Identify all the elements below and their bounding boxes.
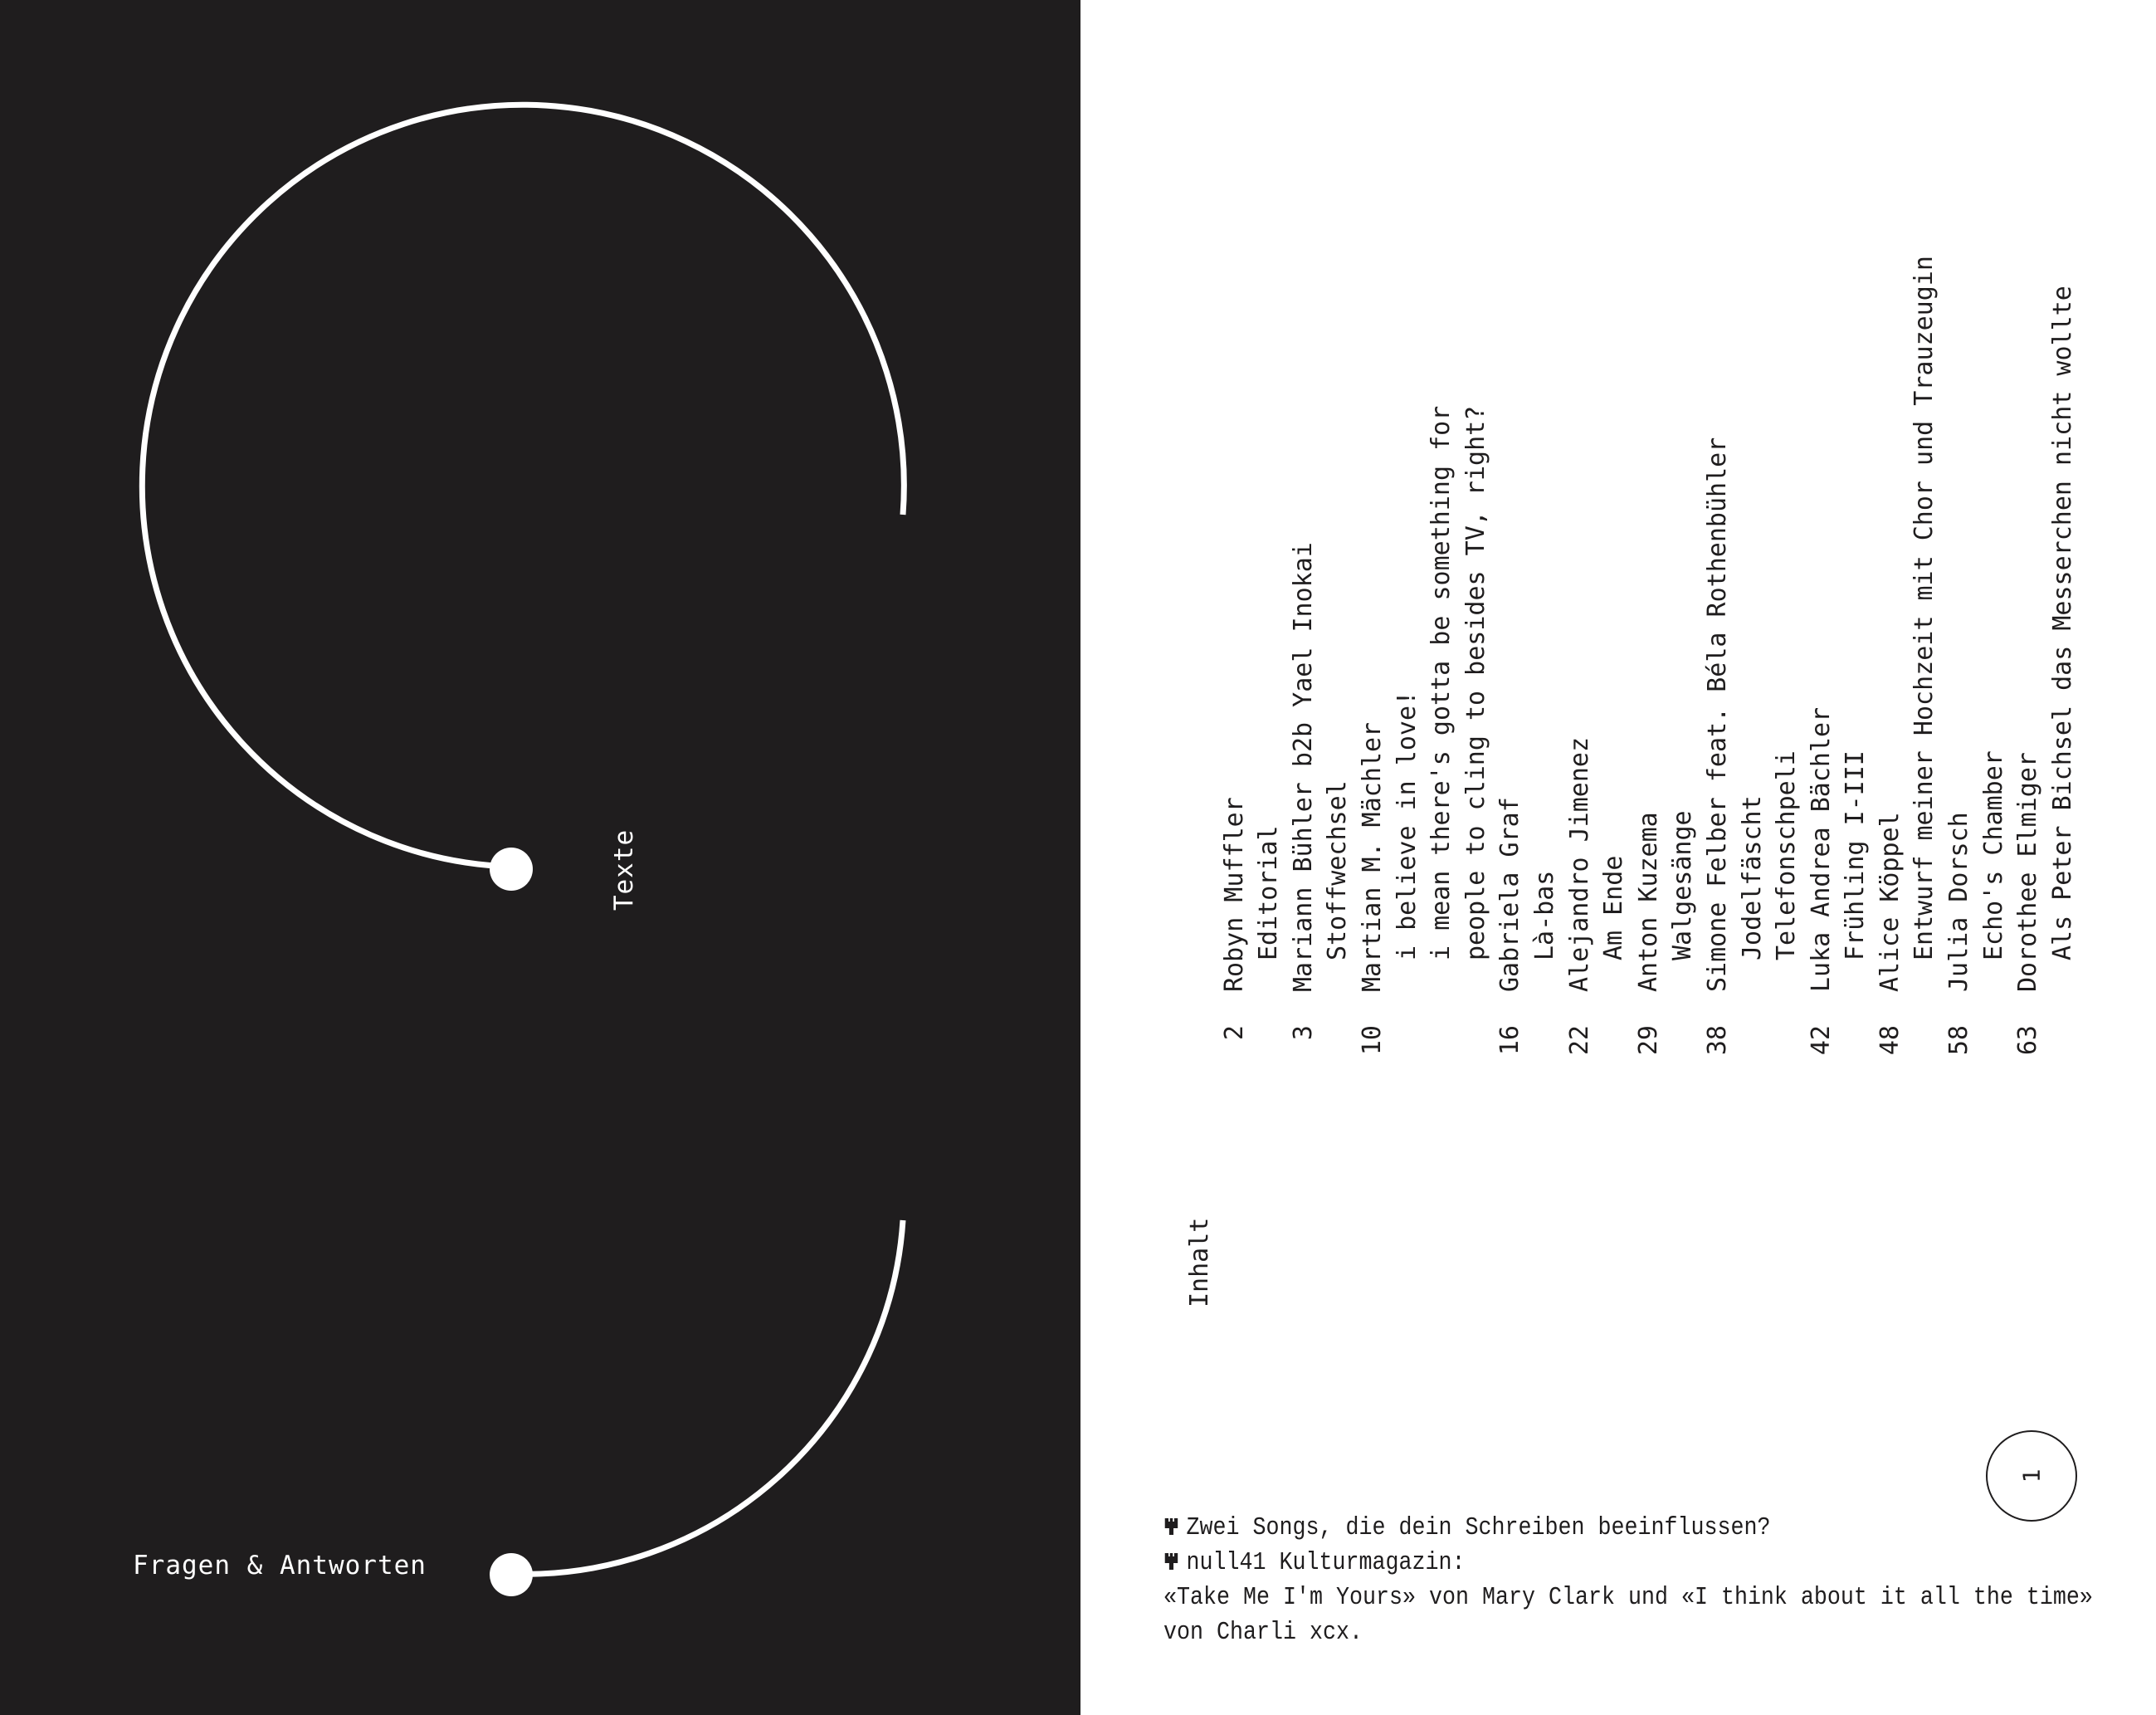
toc-page-number: 63	[2013, 1025, 2043, 1056]
page-number: 1	[2017, 1468, 2046, 1483]
toc-page-number: 16	[1495, 1025, 1525, 1056]
qa-answer-line-2: von Charli xcx.	[1163, 1618, 1363, 1647]
toc-page-number: 10	[1357, 1025, 1387, 1056]
toc-title: people to cling to besides TV, right?	[1461, 405, 1490, 960]
toc-title: Là-bas	[1529, 870, 1559, 960]
toc-page-number: 22	[1564, 1025, 1594, 1056]
toc-page-number: 42	[1806, 1025, 1836, 1056]
toc-author: Julia Dorsch	[1944, 812, 1974, 992]
toc-page-number: 38	[1702, 1025, 1732, 1056]
toc-page-number: 29	[1633, 1025, 1663, 1056]
qa-answer-line-1: «Take Me I'm Yours» von Mary Clark und «I think about it all the time»	[1163, 1583, 2093, 1612]
toc-page-number: 48	[1875, 1025, 1905, 1056]
qa-question-line	[1163, 1511, 2093, 1546]
texte-marker-dot	[490, 848, 533, 891]
toc-author: Simone Felber feat. Béla Rothenbühler	[1702, 437, 1732, 992]
fragen-marker-dot	[490, 1553, 533, 1596]
fragen-antworten-label: Fragen & Antworten	[133, 1551, 427, 1581]
toc-title: Entwurf meiner Hochzeit mit Chor und Trauzeugin	[1910, 256, 1939, 960]
toc-title: Als Peter Bichsel das Messerchen nicht wollte	[2047, 286, 2077, 960]
toc-title: Echo's Chamber	[1978, 750, 2008, 960]
qa-block	[1163, 1511, 2093, 1650]
toc-page-number: 58	[1944, 1025, 1974, 1056]
qa-question: Zwei Songs, die dein Schreiben beeinflussen?	[1186, 1513, 1771, 1542]
castle-battlement-icon	[1163, 1551, 1179, 1571]
toc-author: Alejandro Jimenez	[1564, 736, 1594, 992]
toc-author: Robyn Muffler	[1219, 797, 1249, 992]
toc-title: Editorial	[1254, 825, 1284, 960]
toc-author: Dorothee Elmiger	[2013, 752, 2043, 992]
qa-source: null41 Kulturmagazin:	[1186, 1548, 1466, 1577]
toc-author: Gabriela Graf	[1495, 797, 1525, 992]
toc-title: Walgesänge	[1668, 810, 1698, 960]
texte-label: Texte	[609, 828, 639, 911]
toc-title: i believe in love!	[1392, 690, 1422, 960]
toc-page-number: 3	[1288, 1025, 1318, 1041]
toc-author: Martian M. Mächler	[1357, 721, 1387, 992]
page-number-badge	[1986, 1430, 2077, 1522]
toc-title: Jodelfäscht	[1737, 795, 1767, 960]
toc-title: Telefonschpeli	[1772, 750, 1802, 960]
toc-author: Anton Kuzema	[1633, 812, 1663, 992]
toc-author: Luka Andrea Bächler	[1806, 706, 1836, 992]
toc-title: i mean there's gotta be something for	[1427, 405, 1456, 960]
toc-page-number: 2	[1219, 1025, 1249, 1041]
toc-heading: Inhalt	[1185, 1217, 1214, 1307]
upper-arc	[142, 105, 904, 867]
castle-battlement-icon	[1163, 1517, 1179, 1537]
toc-author: Mariann Bühler b2b Yael Inokai	[1288, 542, 1318, 992]
toc-title: Stoffwechsel	[1323, 780, 1353, 960]
toc-title: Am Ende	[1599, 855, 1629, 960]
toc-title: Frühling I-III	[1841, 750, 1871, 960]
qa-source-line	[1163, 1546, 2093, 1581]
toc-author: Alice Köppel	[1875, 812, 1905, 992]
lower-arc	[511, 1220, 903, 1574]
